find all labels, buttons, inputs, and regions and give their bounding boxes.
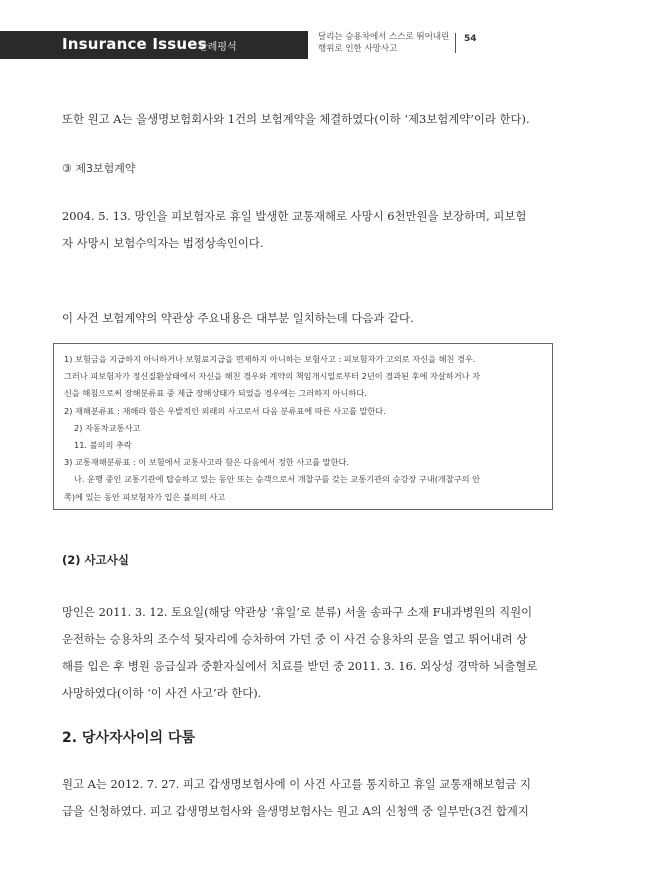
page-number: 54: [464, 34, 477, 44]
paragraph-accident-facts: [62, 599, 554, 707]
paragraph-parties-dispute: [62, 771, 554, 825]
paragraph-line: 해를 입은 후 병원 응급실과 중환자실에서 치료를 받던 중 2011. 3. 16. 외상성 경막하 뇌출혈로: [62, 659, 538, 673]
terms-line: 11. 불의의 추락: [74, 440, 132, 451]
paragraph-line: 망인은 2011. 3. 12. 토요일(해당 약관상 ‘휴일’로 분류) 서울 송파구 소재 F내과병원의 직원이: [62, 605, 533, 619]
article-subtitle-line: 행위로 인한 사망사고: [318, 44, 398, 54]
terms-line: 1) 보험금을 지급하지 아니하거나 보험료지급을 면제하지 아니하는 보험사고 : 피보험자가 고의로 자신을 해친 경우.: [64, 354, 476, 364]
paragraph-line: 사망하였다(이하 ‘이 사건 사고’라 한다).: [62, 686, 262, 700]
heading-parties-dispute: 2. 당사자사이의 다툼: [62, 730, 195, 746]
paragraph-terms-intro: 이 사건 보험계약의 약관상 주요내용은 대부분 일치하는데 다음과 같다.: [62, 311, 414, 325]
paragraph-contract3-detail: [62, 203, 554, 257]
terms-line: 2) 재해분류표 : 재해라 함은 우발적인 외래의 사고로서 다음 분류표에 따른 사고를 말한다.: [64, 405, 386, 416]
article-subtitle: [318, 31, 468, 55]
paragraph-line: 자 사망시 보험수익자는 법정상속인이다.: [62, 236, 264, 250]
paragraph-line: 2004. 5. 13. 망인을 피보험자로 휴일 발생한 교통재해로 사망시 6천만원을 보장하며, 피보험: [62, 209, 527, 223]
terms-line: 2) 자동차교통사고: [74, 422, 141, 433]
journal-title: Insurance Issues: [62, 35, 207, 53]
paragraph-line: 급을 신청하였다. 피고 갑생명보험사와 을생명보험사는 원고 A의 신청액 중 일부만(3건 합계지: [62, 804, 529, 818]
terms-line: 쪽)에 있는 동안 피보험자가 입은 불의의 사고: [64, 491, 226, 502]
terms-line: 그러나 피보험자가 정신질환상태에서 자신을 해친 경우와 계약의 책임개시일로부터 2년이 경과된 후에 자살하거나 자: [64, 371, 481, 382]
section-label: 판례평석: [198, 42, 237, 53]
paragraph-line: 원고 A는 2012. 7. 27. 피고 갑생명보험사에 이 사건 사고를 통지하고 휴일 교통재해보험금 지: [62, 777, 531, 791]
paragraph-line: 운전하는 승용차의 조수석 뒷자리에 승차하여 가던 중 이 사건 승용차의 문을 열고 뛰어내려 상: [62, 632, 528, 646]
terms-line: 나. 운행 중인 교통기관에 탑승하고 있는 동안 또는 승객으로서 개찰구를 갖는 교통기관의 승강장 구내(개찰구의 안: [74, 474, 481, 485]
header-bar: [0, 31, 308, 59]
article-subtitle-line: 달리는 승용차에서 스스로 뛰어내린: [318, 32, 450, 42]
terms-box: [53, 343, 553, 510]
header-divider: [455, 33, 456, 53]
paragraph-contract3: 또한 원고 A는 을생명보험회사와 1건의 보험계약을 체결하였다(이하 ‘제3보험계약’이라 한다).: [62, 112, 530, 126]
terms-line: 3) 교통재해분류표 : 이 보험에서 교통사고라 함은 다음에서 정한 사고를 말한다.: [64, 457, 349, 468]
subheading-contract3: ③ 제3보험계약: [62, 162, 136, 175]
terms-line: 신을 해침으로써 장해분류표 중 제급 장해상태가 되었을 경우에는 그러하지 아니하다.: [64, 388, 367, 399]
heading-accident-facts: (2) 사고사실: [62, 553, 129, 567]
